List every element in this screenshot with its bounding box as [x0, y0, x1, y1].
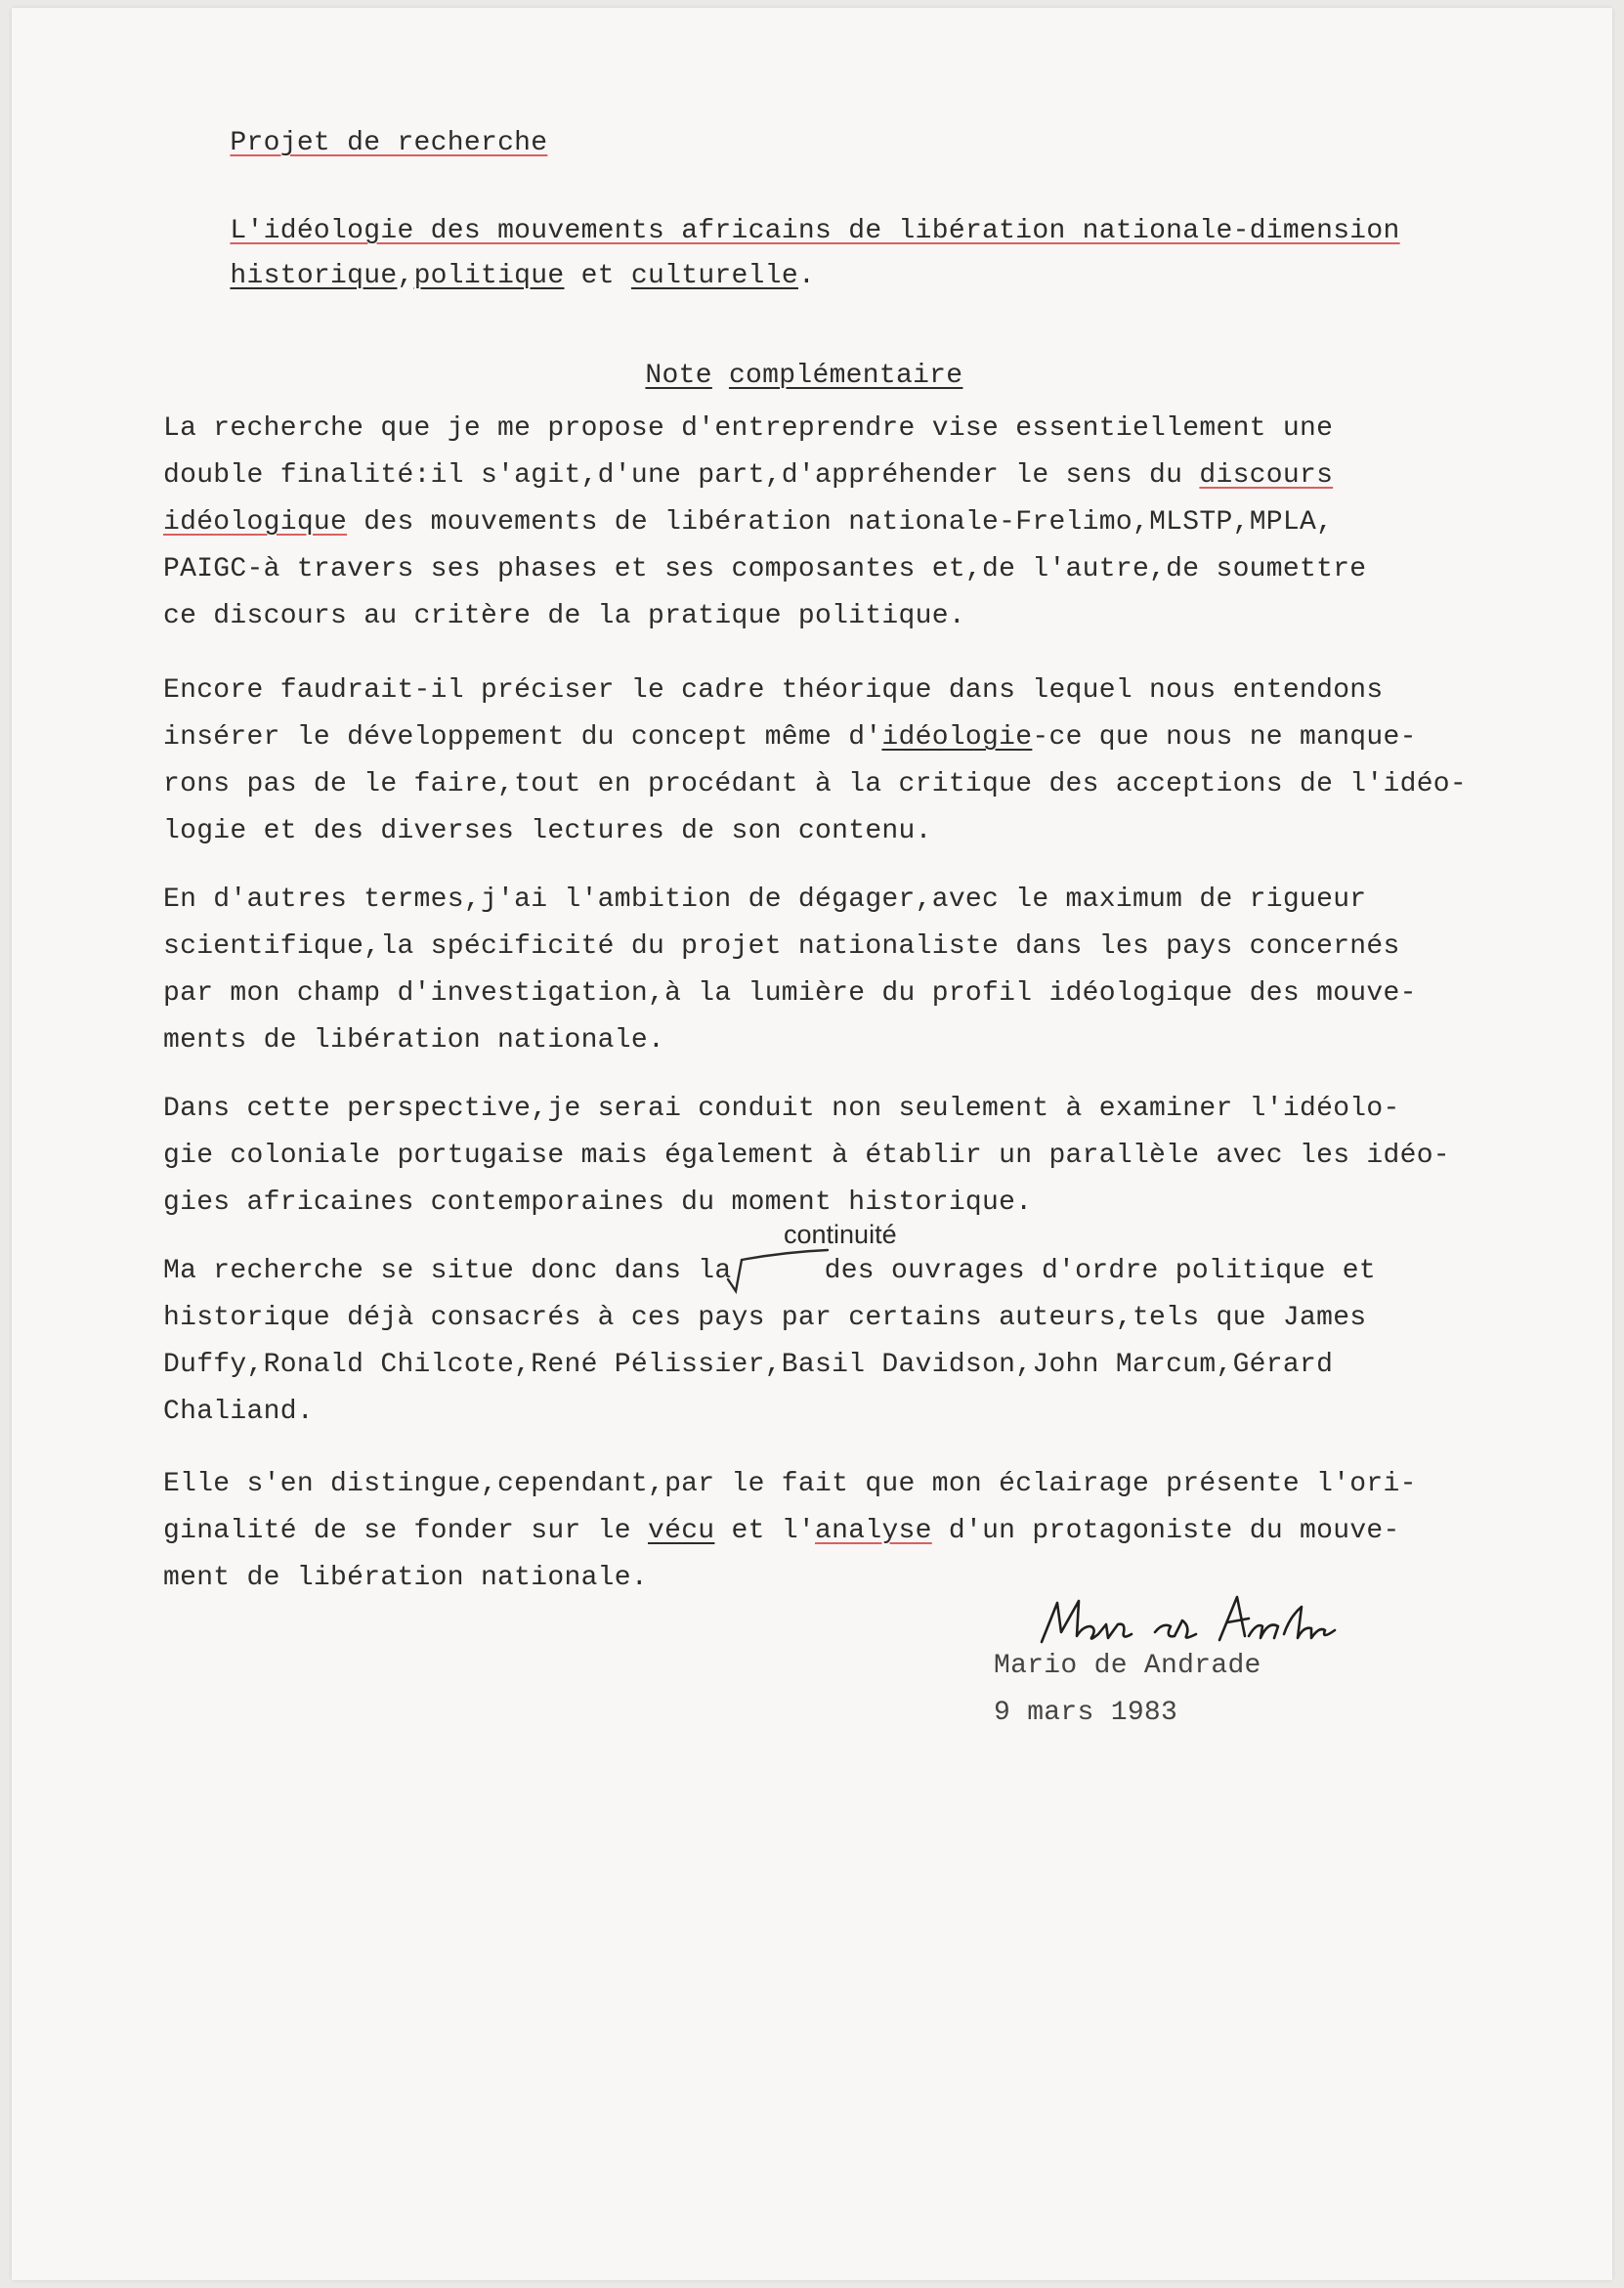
signatory-name: Mario de Andrade: [994, 1651, 1261, 1681]
signature-date: 9 mars 1983: [994, 1698, 1178, 1728]
p4-line-1: Dans cette perspective,je serai conduit non seulement à examiner l'idéolo-: [163, 1094, 1400, 1124]
document-heading: [163, 94, 547, 194]
p1-line-4: PAIGC-à travers ses phases et ses composantes et,de l'autre,de soumettre: [163, 554, 1367, 584]
p1-line-3: [163, 506, 1333, 540]
p3-line-3: par mon champ d'investigation,à la lumière du profil idéologique des mouve-: [163, 978, 1417, 1009]
p1-line-1: La recherche que je me propose d'entreprendre vise essentiellement une: [163, 413, 1334, 444]
title-line-1-text: L'idéologie des mouvements africains de libération nationale-dimension: [230, 216, 1400, 246]
p2-line-2: [163, 721, 1417, 755]
p1-line-2: [163, 459, 1333, 493]
p5-line-1-end: des ouvrages d'ordre politique et: [807, 1256, 1376, 1286]
p3-line-2: scientifique,la spécificité du projet nationaliste dans les pays concernés: [163, 931, 1400, 962]
p3-line-1: En d'autres termes,j'ai l'ambition de dégager,avec le maximum de rigueur: [163, 885, 1367, 915]
p5-line-4: Chaliand.: [163, 1397, 314, 1427]
p6-line-1: Elle s'en distingue,cependant,par le fait que mon éclairage présente l'ori-: [163, 1469, 1417, 1499]
p1-word-discours: discours: [1199, 460, 1334, 491]
p2-line-3: rons pas de le faire,tout en procédant à la critique des acceptions de l'idéo-: [163, 769, 1468, 799]
insertion-caret-mark: [732, 1258, 808, 1277]
p5-line-2: historique déjà consacrés à ces pays par certains auteurs,tels que James: [163, 1303, 1367, 1333]
p4-line-3: gies africaines contemporaines du moment historique.: [163, 1187, 1033, 1218]
subtitle-word-complementaire: complémentaire: [728, 361, 963, 391]
p5-line-1: [163, 1255, 1376, 1288]
insertion-caret-icon: [726, 1236, 833, 1295]
p6-line-2: [163, 1515, 1400, 1548]
p5-line-3: Duffy,Ronald Chilcote,René Pélissier,Basil Davidson,John Marcum,Gérard: [163, 1350, 1334, 1380]
document-page: [12, 8, 1612, 2280]
p6-line-2-end: d'un protagoniste du mouve-: [931, 1516, 1400, 1546]
p6-word-vecu: vécu: [647, 1516, 715, 1546]
p2-word-ideologie: idéologie: [881, 722, 1033, 753]
p2-line-2-start: insérer le développement du concept même d': [163, 722, 882, 753]
subtitle-word-note: Note: [645, 361, 712, 391]
title-period: .: [797, 261, 816, 291]
title-and: et: [564, 261, 631, 291]
p5-line-1-start: Ma recherche se situe donc dans la: [163, 1256, 732, 1286]
p2-line-1: Encore faudrait-il préciser le cadre théorique dans lequel nous entendons: [163, 675, 1384, 706]
title-comma: ,: [397, 261, 414, 291]
handwritten-insertion: continuité: [784, 1220, 897, 1249]
research-title-line-2: [163, 227, 815, 326]
p1-line-2-text: double finalité:il s'agit,d'une part,d'appréhender le sens du: [163, 460, 1200, 491]
p4-line-2: gie coloniale portugaise mais également à établir un parallèle avec les idéo-: [163, 1141, 1450, 1171]
title-word-politique: politique: [413, 261, 565, 291]
heading-text: Projet de recherche: [230, 128, 548, 158]
p2-line-2-end: -ce que nous ne manque-: [1032, 722, 1417, 753]
p1-line-3-text: des mouvements de libération nationale-Frelimo,MLSTP,MPLA,: [347, 507, 1334, 538]
subtitle-space: [712, 361, 729, 391]
title-word-culturelle: culturelle: [630, 261, 798, 291]
handwritten-signature: [1028, 1587, 1350, 1656]
p6-line-2-mid: et l': [714, 1516, 816, 1546]
p2-line-4: logie et des diverses lectures de son contenu.: [163, 816, 932, 846]
p3-line-4: ments de libération nationale.: [163, 1025, 665, 1056]
p1-line-5: ce discours au critère de la pratique politique.: [163, 601, 965, 631]
note-subtitle: [578, 326, 962, 426]
title-word-historique: historique: [230, 261, 398, 291]
p6-line-3: ment de libération nationale.: [163, 1563, 648, 1593]
p6-line-2-start: ginalité de se fonder sur le: [163, 1516, 648, 1546]
p1-word-ideologique: idéologique: [163, 507, 348, 538]
p6-word-analyse: analyse: [815, 1516, 932, 1546]
